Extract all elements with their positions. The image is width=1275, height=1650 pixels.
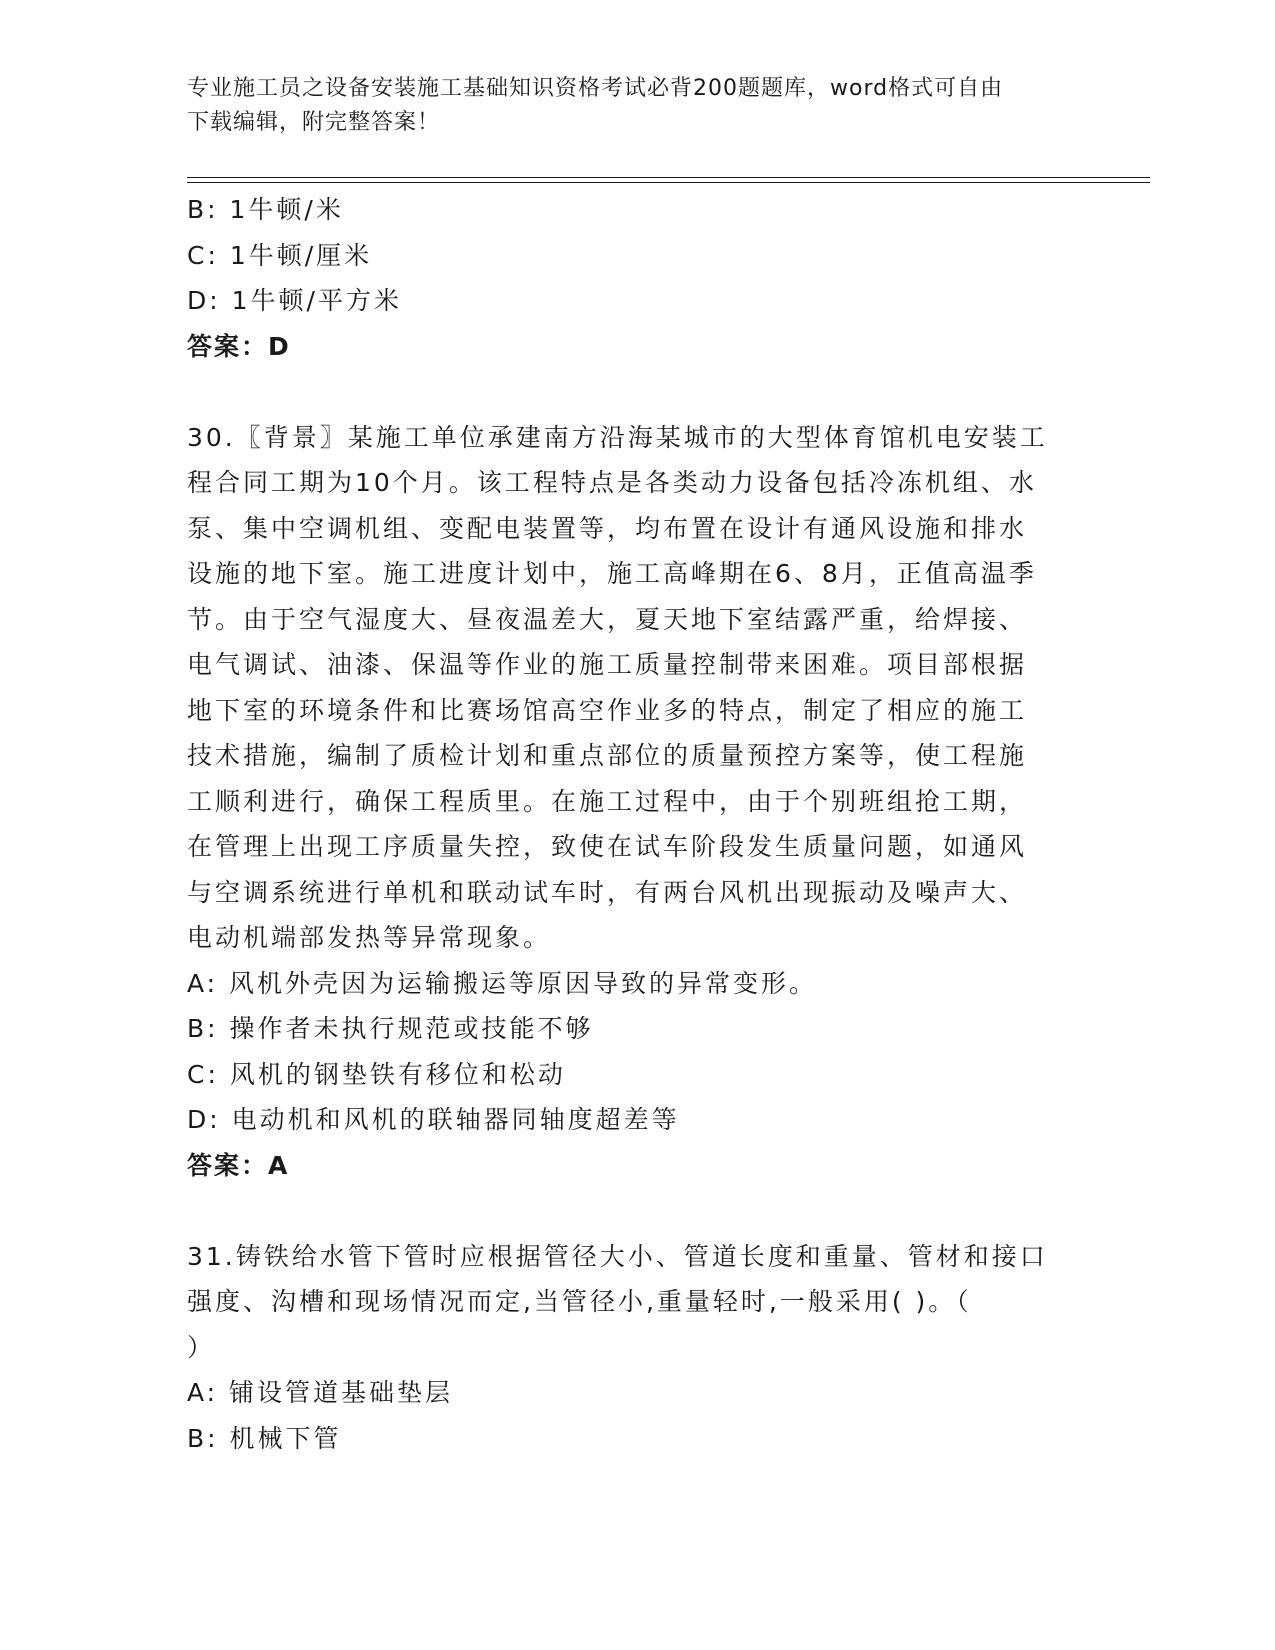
question-text-line: 程合同工期为10个月。该工程特点是各类动力设备包括冷冻机组、水 bbox=[187, 468, 1037, 497]
question-text-line: 工顺利进行，确保工程质里。在施工过程中，由于个别班组抢工期， bbox=[187, 786, 1028, 816]
header-divider-top bbox=[187, 177, 1150, 178]
question-text-line: 节。由于空气湿度大、昼夜温差大，夏天地下室结露严重，给焊接、 bbox=[187, 604, 1028, 634]
option-c: C: 风机的钢垫铁有移位和松动 bbox=[187, 1059, 566, 1089]
question-text-line: 地下室的环境条件和比赛场馆高空作业多的特点，制定了相应的施工 bbox=[187, 695, 1028, 725]
option-d: D: 1牛顿/平方米 bbox=[187, 286, 402, 315]
header-line-1: 专业施工员之设备安装施工基础知识资格考试必背200题题库，word格式可自由 bbox=[187, 76, 1004, 101]
question-text-line: 电气调试、油漆、保温等作业的施工质量控制带来困难。项目部根据 bbox=[187, 650, 1028, 679]
header-divider-bottom bbox=[187, 182, 1150, 183]
answer-line: 答案：D bbox=[187, 331, 291, 361]
document-header bbox=[187, 72, 1067, 140]
question-29-tail bbox=[187, 187, 1077, 369]
spacer bbox=[187, 1188, 1077, 1234]
option-a: A: 铺设管道基础垫层 bbox=[187, 1378, 454, 1407]
option-c: C: 1牛顿/厘米 bbox=[187, 240, 373, 270]
question-30 bbox=[187, 415, 1077, 1189]
question-text-line: 泵、集中空调机组、变配电装置等，均布置在设计有通风设施和排水 bbox=[187, 513, 1028, 543]
option-b: B: 操作者未执行规范或技能不够 bbox=[187, 1014, 594, 1043]
option-b: B: 机械下管 bbox=[187, 1423, 342, 1453]
question-text-line: 强度、沟槽和现场情况而定,当管径小,重量轻时,一般采用( )。（ bbox=[187, 1287, 972, 1316]
option-a: A: 风机外壳因为运输搬运等原因导致的异常变形。 bbox=[187, 968, 818, 998]
header-line-2: 下载编辑，附完整答案！ bbox=[187, 110, 441, 135]
question-text-line: ） bbox=[187, 1332, 216, 1362]
question-text-line: 30.〖背景〗某施工单位承建南方沿海某城市的大型体育馆机电安装工 bbox=[187, 422, 1048, 452]
question-text-line: 与空调系统进行单机和联动试车时，有两台风机出现振动及噪声大、 bbox=[187, 877, 1028, 907]
document-body bbox=[187, 187, 1077, 1461]
question-text-line: 31.铸铁给水管下管时应根据管径大小、管道长度和重量、管材和接口 bbox=[187, 1241, 1048, 1271]
answer-line: 答案：A bbox=[187, 1150, 290, 1180]
spacer bbox=[187, 369, 1077, 415]
option-d: D: 电动机和风机的联轴器同轴度超差等 bbox=[187, 1105, 680, 1134]
option-b: B: 1牛顿/米 bbox=[187, 195, 344, 224]
question-text-line: 技术措施，编制了质检计划和重点部位的质量预控方案等，使工程施 bbox=[187, 741, 1028, 770]
question-text-line: 电动机端部发热等异常现象。 bbox=[187, 923, 552, 952]
question-text-line: 在管理上出现工序质量失控，致使在试车阶段发生质量问题，如通风 bbox=[187, 832, 1028, 861]
question-text-line: 设施的地下室。施工进度计划中，施工高峰期在6、8月，正值高温季 bbox=[187, 559, 1037, 588]
question-31 bbox=[187, 1234, 1077, 1462]
